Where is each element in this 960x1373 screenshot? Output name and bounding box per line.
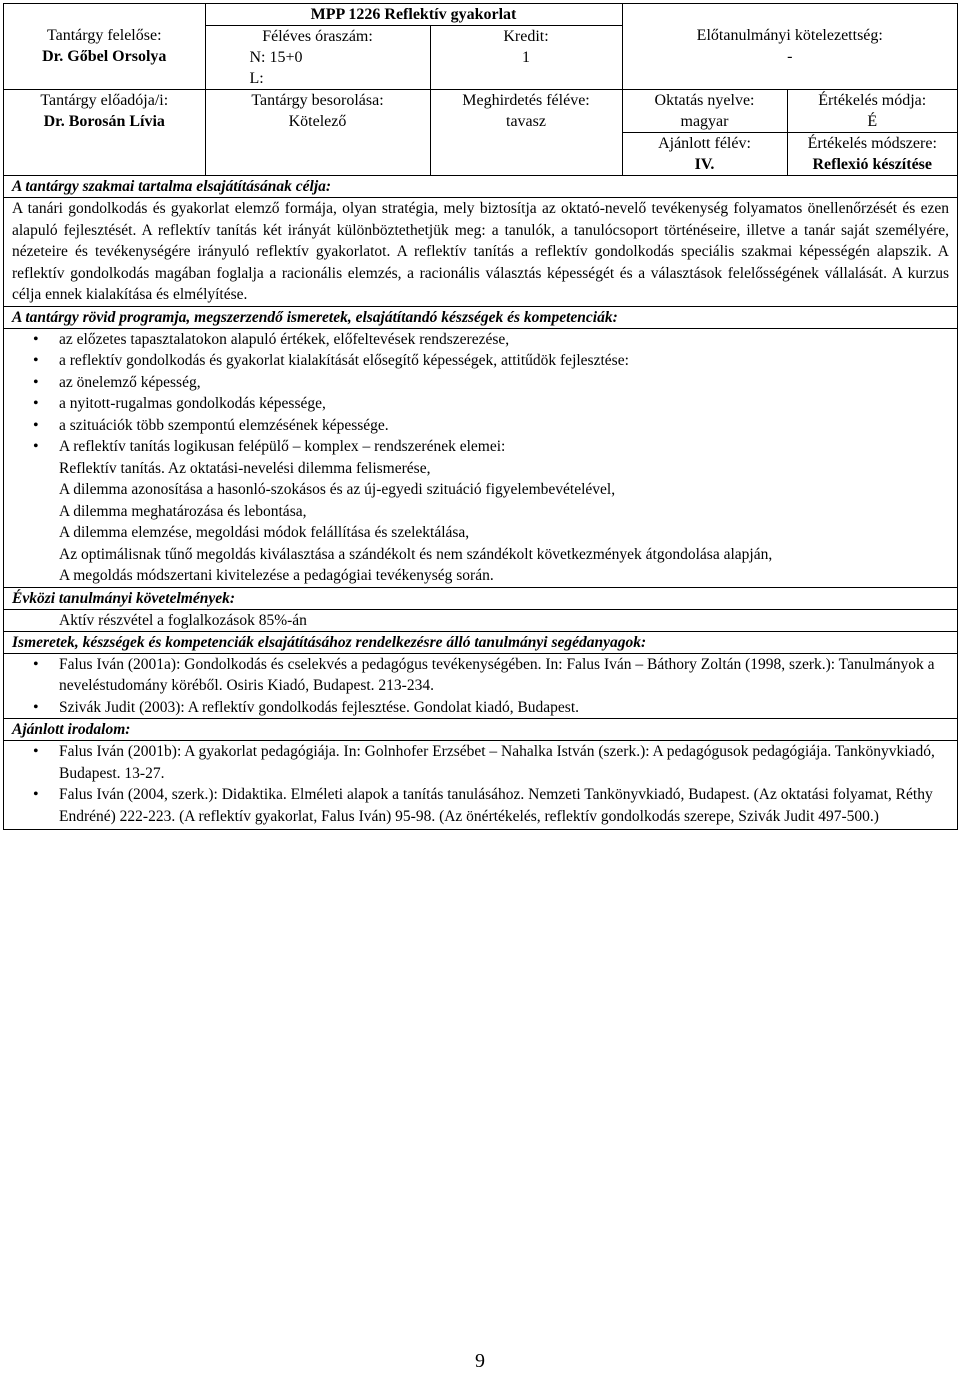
besorolas-cell bbox=[205, 90, 430, 176]
sub-line: Az optimálisnak tűnő megoldás kiválasztása a szándékolt és nem szándékolt következmények átgondolása alapján, bbox=[59, 545, 773, 563]
segedanyag-list bbox=[14, 654, 949, 719]
modszere-value: Reflexió készítése bbox=[812, 156, 933, 173]
sub-line: A dilemma azonosítása a hasonló-szokásos és az új-egyedi szituáció figyelembevételével, bbox=[59, 481, 616, 498]
elotanulmanyi-cell bbox=[622, 4, 957, 90]
list-item bbox=[59, 436, 949, 587]
felev-cell bbox=[622, 133, 787, 176]
irodalom-list bbox=[14, 741, 949, 827]
cel-section bbox=[4, 176, 957, 197]
cel-text: A tanári gondolkodás és gyakorlat elemző formája, olyan stratégia, mely biztosítja az oktató-nevelő tevékenység folyamatos önellenőrzését és ezen alapuló fejlesztését. A reflektív tanítás két irányát különböztethetjük meg: a tanulók, a tanulócsoport történéseire, illetve a tanár saját személyére, nézeteire és tevékenységére irányuló reflektív gyakorlatot. A reflektív tanítás a reflektív gondolkodás speciális szakmai képességén alapszik. A reflektív gondolkodás magában foglalja a racionális elemzés, a racionális választás képességét és a választások felelősségének vállalását. A kurzus célja ennek kialakítása és elmélyítése. bbox=[12, 200, 949, 303]
segedanyag-body bbox=[4, 653, 957, 719]
meghirdetes-label: Meghirdetés féléve: bbox=[462, 92, 590, 109]
irodalom-section bbox=[4, 718, 957, 740]
meghirdetes-cell bbox=[430, 90, 622, 176]
list-item: • Szivák Judit (2003): A reflektív gondolkodás fejlesztése. Gondolat kiadó, Budapest. bbox=[59, 697, 949, 719]
list-item: • Falus Iván (2001a): Gondolkodás és cselekvés a pedagógus tevékenységében. In: Falus Iván – Báthory Zoltán (1998, szerk.): Tanulmányok a neveléstudomány köréből. Osiris Kiadó, Budapest. 213-234. bbox=[59, 654, 949, 697]
oraszam-l: L: bbox=[249, 70, 264, 87]
felev-label: Ajánlott félév: bbox=[658, 135, 751, 152]
felelos-cell bbox=[4, 4, 205, 90]
modszere-label: Értékelés módszere: bbox=[807, 135, 937, 152]
kredit-value: 1 bbox=[522, 49, 530, 66]
list-item: • a szituációk több szempontú elemzésének képessége. bbox=[59, 415, 949, 437]
felev-value: IV. bbox=[694, 156, 715, 173]
program-section bbox=[4, 306, 957, 328]
modszere-cell bbox=[787, 133, 957, 176]
felelos-label: Tantárgy felelőse: bbox=[46, 27, 162, 44]
course-title: MPP 1226 Reflektív gyakorlat bbox=[205, 4, 622, 26]
course-header-table bbox=[4, 4, 957, 176]
eloado-name: Dr. Borosán Lívia bbox=[43, 113, 165, 130]
sub-line: A dilemma elemzése, megoldási módok felállítása és szelektálása, bbox=[59, 524, 470, 541]
modja-label: Értékelés módja: bbox=[818, 92, 927, 109]
eloado-cell bbox=[4, 90, 205, 176]
cel-heading: A tantárgy szakmai tartalma elsajátításának célja: bbox=[12, 178, 332, 195]
list-item: • a reflektív gondolkodás és gyakorlat kialakítását elősegítő képességek, attitűdök fejlesztése: bbox=[59, 350, 949, 372]
list-item: • Falus Iván (2004, szerk.): Didaktika. Elméleti alapok a tanítás tanulásához. Nemzeti Tankönyvkiadó, Budapest. (Az oktatási folyamat, Réthy Endréné) 222-223. (A reflektív gyakorlat, Falus Iván) 95-98. (Az önértékelés, reflektív gondolkodás szerepe, Szivák Judit 497-500.) bbox=[59, 784, 949, 827]
besorolas-label: Tantárgy besorolása: bbox=[251, 92, 384, 109]
nyelv-cell bbox=[622, 90, 787, 133]
list-item-text: A reflektív tanítás logikusan felépülő – komplex – rendszerének elemei: bbox=[59, 438, 506, 455]
page-number: 9 bbox=[475, 1350, 485, 1372]
evkozi-section bbox=[4, 587, 957, 609]
irodalom-body bbox=[4, 740, 957, 829]
irodalom-heading: Ajánlott irodalom: bbox=[12, 721, 131, 738]
list-item: • Falus Iván (2001b): A gyakorlat pedagógiája. In: Golnhofer Erzsébet – Nahalka István (szerk.): A pedagógusok pedagógiája. Tankönyvkiadó, Budapest. 13-27. bbox=[59, 741, 949, 784]
kredit-label: Kredit: bbox=[503, 28, 549, 45]
evkozi-text: Aktív részvétel a foglalkozások 85%-án bbox=[59, 611, 307, 629]
sub-line: A dilemma meghatározása és lebontása, bbox=[59, 502, 307, 520]
elotanulmanyi-label: Előtanulmányi kötelezettség: bbox=[696, 27, 883, 44]
program-list bbox=[14, 329, 949, 587]
modja-cell bbox=[787, 90, 957, 133]
course-sheet bbox=[3, 3, 958, 830]
nyelv-value: magyar bbox=[680, 113, 729, 130]
besorolas-value: Kötelező bbox=[288, 113, 347, 130]
sub-line: Reflektív tanítás. Az oktatási-nevelési dilemma felismerése, bbox=[59, 459, 431, 477]
kredit-cell bbox=[430, 26, 622, 90]
elotanulmanyi-value: - bbox=[787, 48, 793, 65]
program-body bbox=[4, 328, 957, 587]
segedanyag-heading: Ismeretek, készségek és kompetenciák elsajátításához rendelkezésre álló tanulmányi segédanyagok: bbox=[12, 633, 647, 651]
felelos-name: Dr. Gőbel Orsolya bbox=[42, 48, 167, 65]
evkozi-heading: Évközi tanulmányi követelmények: bbox=[12, 589, 236, 607]
program-heading: A tantárgy rövid programja, megszerzendő ismeretek, elsajátítandó készségek és kompetenciák: bbox=[12, 308, 618, 326]
sub-line: A megoldás módszertani kivitelezése a pedagógiai tevékenység során. bbox=[59, 567, 494, 584]
oraszam-cell bbox=[205, 26, 430, 90]
modja-value: É bbox=[867, 113, 878, 130]
evkozi-body bbox=[4, 609, 957, 631]
meghirdetes-value: tavasz bbox=[506, 113, 546, 130]
segedanyag-section bbox=[4, 631, 957, 653]
nyelv-label: Oktatás nyelve: bbox=[654, 92, 755, 109]
list-item: • az önelemző képesség, bbox=[59, 372, 949, 394]
oraszam-n: N: 15+0 bbox=[249, 49, 303, 66]
list-item: • az előzetes tapasztalatokon alapuló értékek, előfeltevések rendszerezése, bbox=[59, 329, 949, 351]
eloado-label: Tantárgy előadója/i: bbox=[40, 92, 169, 109]
cel-body bbox=[4, 197, 957, 306]
list-item: • a nyitott-rugalmas gondolkodás képessége, bbox=[59, 393, 949, 415]
oraszam-label: Féléves óraszám: bbox=[262, 28, 373, 45]
